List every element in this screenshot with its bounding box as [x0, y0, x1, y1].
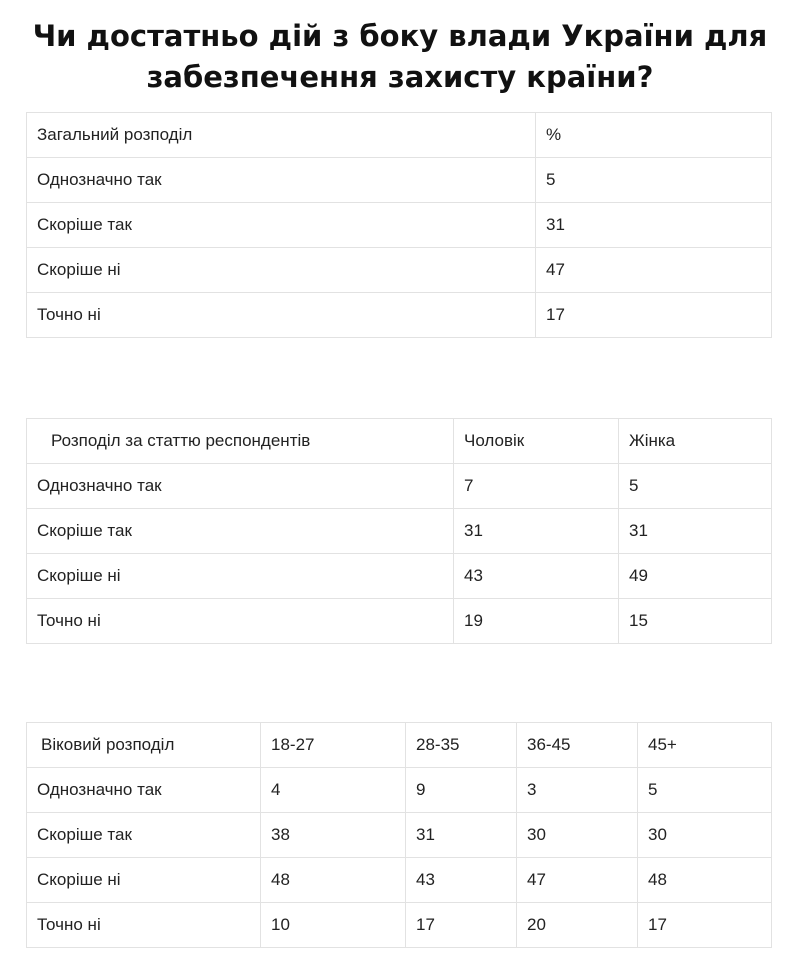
- table-cell: 43: [406, 858, 517, 903]
- header-cell: 45+: [638, 723, 772, 768]
- table-cell: 9: [406, 768, 517, 813]
- table-cell: 31: [406, 813, 517, 858]
- table-cell: 17: [406, 903, 517, 948]
- table-cell: 48: [261, 858, 406, 903]
- table-cell: 43: [454, 554, 619, 599]
- page-title: [0, 16, 800, 98]
- table-header-row: [27, 419, 772, 464]
- table-row: [27, 293, 772, 338]
- table-header-row: [27, 723, 772, 768]
- table-row: [27, 554, 772, 599]
- row-label: Скоріше ні: [27, 554, 454, 599]
- table-cell: 17: [536, 293, 772, 338]
- table-row: [27, 509, 772, 554]
- page-title-line2: забезпечення захисту країни?: [146, 60, 654, 94]
- table-cell: 38: [261, 813, 406, 858]
- row-label: Однозначно так: [27, 464, 454, 509]
- table-cell: 31: [536, 203, 772, 248]
- row-label: Скоріше так: [27, 509, 454, 554]
- table-cell: 17: [638, 903, 772, 948]
- header-cell: 18-27: [261, 723, 406, 768]
- table-row: [27, 858, 772, 903]
- row-label: Точно ні: [27, 903, 261, 948]
- row-label: Скоріше ні: [27, 858, 261, 903]
- table-row: [27, 599, 772, 644]
- row-label: Точно ні: [27, 599, 454, 644]
- row-label: Скоріше так: [27, 813, 261, 858]
- table-cell: 31: [619, 509, 772, 554]
- table-row: [27, 464, 772, 509]
- header-cell: 28-35: [406, 723, 517, 768]
- row-label: Однозначно так: [27, 158, 536, 203]
- table-cell: 48: [638, 858, 772, 903]
- table-cell: 30: [517, 813, 638, 858]
- table-row: [27, 158, 772, 203]
- row-label: Скоріше ні: [27, 248, 536, 293]
- table-cell: 5: [619, 464, 772, 509]
- table-cell: 31: [454, 509, 619, 554]
- row-label: Однозначно так: [27, 768, 261, 813]
- header-cell: Загальний розподіл: [27, 113, 536, 158]
- table-cell: 4: [261, 768, 406, 813]
- header-cell: 36-45: [517, 723, 638, 768]
- table-cell: 7: [454, 464, 619, 509]
- table-row: [27, 203, 772, 248]
- overall-distribution-table: [26, 112, 772, 338]
- age-distribution-table: [26, 722, 772, 948]
- table-cell: 19: [454, 599, 619, 644]
- table-cell: 15: [619, 599, 772, 644]
- table-row: [27, 768, 772, 813]
- header-cell: %: [536, 113, 772, 158]
- table-cell: 47: [536, 248, 772, 293]
- table-cell: 47: [517, 858, 638, 903]
- page-title-line1: Чи достатньо дій з боку влади України для: [32, 19, 768, 53]
- row-label: Скоріше так: [27, 203, 536, 248]
- table-cell: 30: [638, 813, 772, 858]
- table-row: [27, 903, 772, 948]
- table-cell: 20: [517, 903, 638, 948]
- row-label: Точно ні: [27, 293, 536, 338]
- table-row: [27, 813, 772, 858]
- header-cell: Жінка: [619, 419, 772, 464]
- table-cell: 5: [536, 158, 772, 203]
- gender-distribution-table: [26, 418, 772, 644]
- table-cell: 49: [619, 554, 772, 599]
- table-row: [27, 248, 772, 293]
- header-cell: Чоловік: [454, 419, 619, 464]
- table-header-row: [27, 113, 772, 158]
- table-cell: 5: [638, 768, 772, 813]
- table-cell: 3: [517, 768, 638, 813]
- table-cell: 10: [261, 903, 406, 948]
- header-cell: Розподіл за статтю респондентів: [27, 419, 454, 464]
- header-cell: Віковий розподіл: [27, 723, 261, 768]
